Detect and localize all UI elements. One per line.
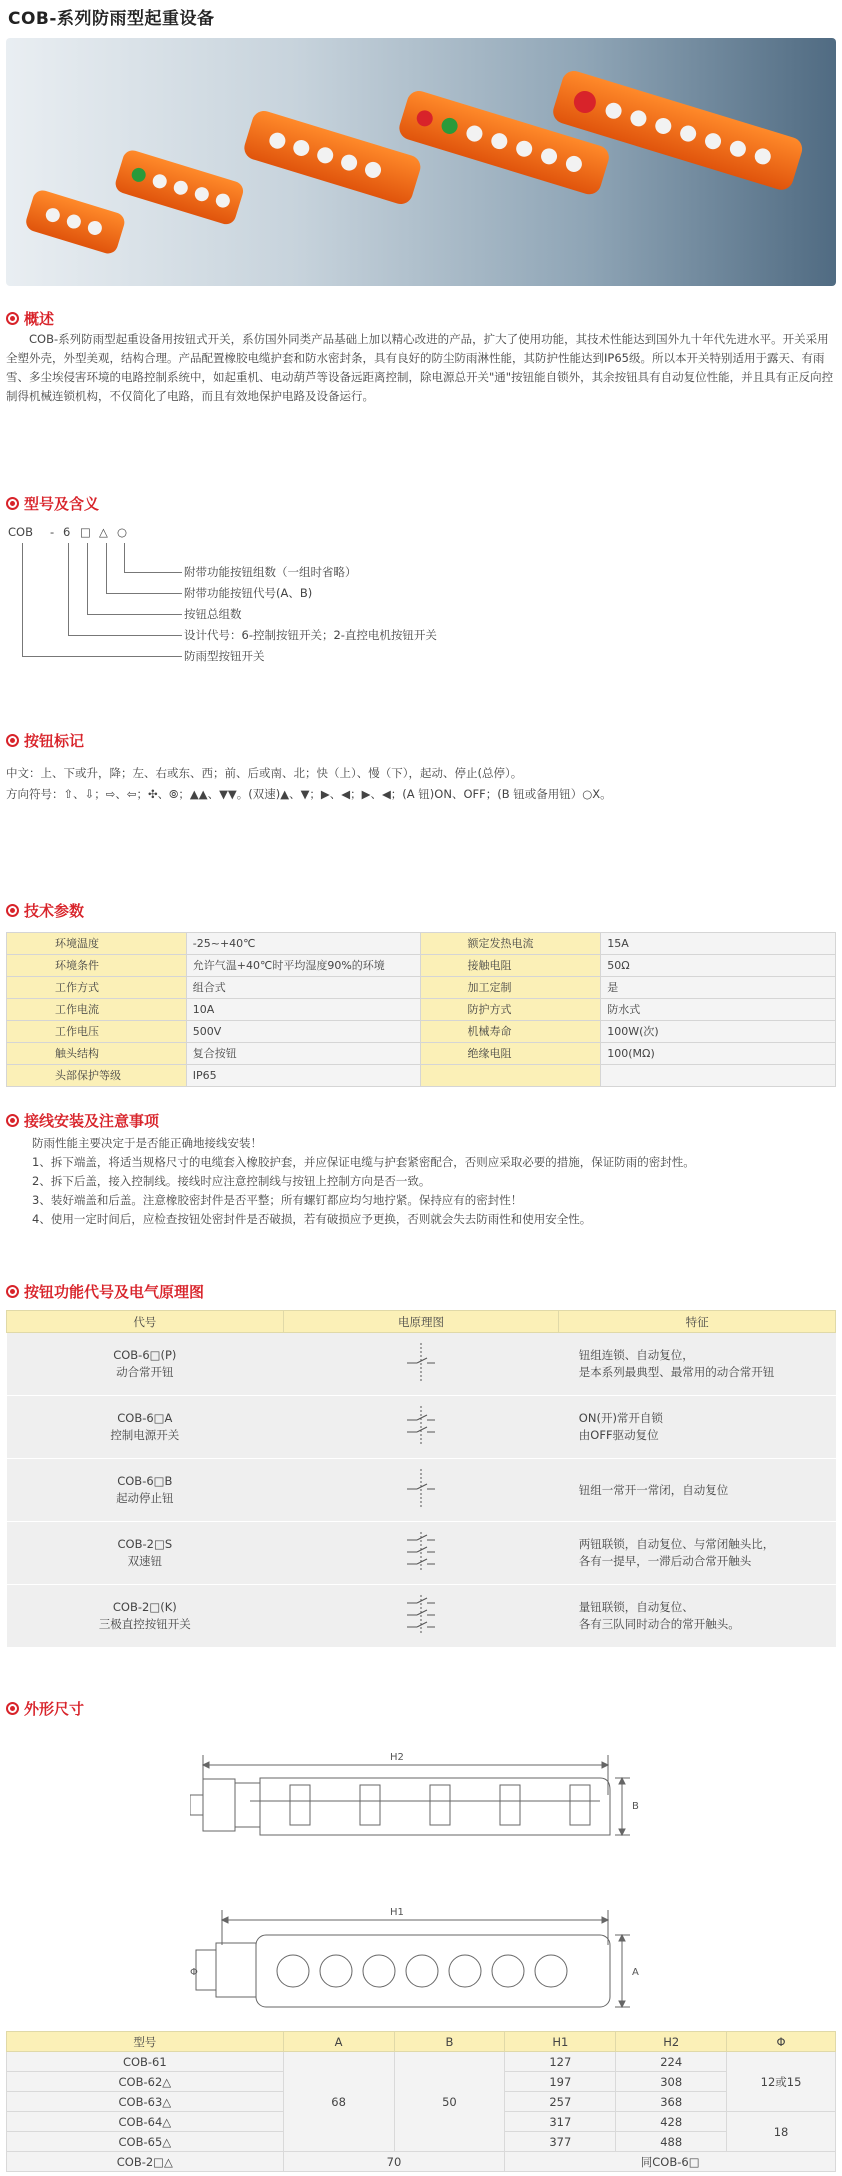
param-row bbox=[7, 933, 836, 955]
section-bullet-icon bbox=[6, 1285, 19, 1298]
param-label bbox=[421, 1065, 601, 1087]
params-table bbox=[6, 932, 836, 1087]
function-table bbox=[6, 1310, 836, 1648]
col-header: A bbox=[283, 2032, 394, 2052]
param-label: 环境温度 bbox=[7, 933, 187, 955]
function-name: 双速钮 bbox=[127, 1554, 163, 1568]
install-line: 4、使用一定时间后，应检查按钮处密封件是否破损，若有破损应予更换，否则就会失去防雨性和使用安全性。 bbox=[32, 1212, 592, 1226]
dim-label-h1: H1 bbox=[390, 1907, 404, 1918]
section-buttons: 按钮标记 bbox=[6, 730, 84, 751]
model-code-groups: ○ bbox=[117, 525, 128, 539]
param-label: 加工定制 bbox=[421, 977, 601, 999]
function-feature: 钮组一常开一常闭，自动复位 bbox=[578, 1482, 729, 1497]
function-name: 起动停止钮 bbox=[116, 1491, 174, 1505]
function-row bbox=[7, 1396, 836, 1459]
param-value: IP65 bbox=[186, 1065, 421, 1087]
param-value bbox=[601, 1065, 836, 1087]
section-bullet-icon bbox=[6, 497, 19, 510]
install-line: 3、装好端盖和后盖。注意橡胶密封件是否平整；所有螺钉都应均匀地拧紧。保持应有的密封性！ bbox=[32, 1193, 523, 1207]
function-feature: 是本系列最典型、最常用的动合常开钮 bbox=[578, 1365, 775, 1379]
param-label: 接触电阻 bbox=[421, 955, 601, 977]
dimension-table bbox=[6, 2031, 836, 2172]
install-line: 1、拆下端盖，将适当规格尺寸的电缆套入橡胶护套，并应保证电缆与护套紧密配合，否则应采取必要的措施，保证防雨的密封性。 bbox=[32, 1155, 695, 1169]
function-feature: 量钮联锁，自动复位、 bbox=[578, 1600, 694, 1614]
section-func: 按钮功能代号及电气原理图 bbox=[6, 1281, 204, 1302]
param-label: 环境条件 bbox=[7, 955, 187, 977]
param-row bbox=[7, 1065, 836, 1087]
schematic-icon bbox=[401, 1593, 441, 1637]
param-value: 15A bbox=[601, 933, 836, 955]
section-bullet-icon bbox=[6, 734, 19, 747]
section-overview: 概述 bbox=[6, 308, 54, 329]
button-marks-chinese: 中文：上、下或升，降；左、右或东、西；前、后或南、北；快（上）、慢（下），起动、停止(总停）。 bbox=[6, 766, 523, 780]
col-header: 代号 bbox=[7, 1311, 284, 1333]
model-line: 附带功能按钮代号(A、B) bbox=[184, 586, 313, 600]
table-row: COB-63△ 257 368 bbox=[7, 2092, 836, 2112]
pendant-controls-image bbox=[6, 38, 836, 286]
function-row bbox=[7, 1333, 836, 1396]
table-row: COB-61 68 50 127 224 12或15 bbox=[7, 2052, 836, 2072]
param-label: 绝缘电阻 bbox=[421, 1043, 601, 1065]
param-value: 10A bbox=[186, 999, 421, 1021]
param-label: 机械寿命 bbox=[421, 1021, 601, 1043]
table-row: COB-62△ 197 308 bbox=[7, 2072, 836, 2092]
schematic-icon bbox=[401, 1467, 441, 1511]
param-row bbox=[7, 955, 836, 977]
table-row: COB-65△ 377 488 bbox=[7, 2132, 836, 2152]
param-value: 组合式 bbox=[186, 977, 421, 999]
col-header: 型号 bbox=[7, 2032, 284, 2052]
section-install: 接线安装及注意事项 bbox=[6, 1110, 159, 1131]
col-header: H2 bbox=[616, 2032, 727, 2052]
function-code: COB-6□B bbox=[117, 1474, 173, 1488]
dim-label-b: B bbox=[632, 1801, 639, 1812]
param-value: 100(MΩ) bbox=[601, 1043, 836, 1065]
section-params: 技术参数 bbox=[6, 900, 84, 921]
function-feature: 各有三队同时动合的常开触头。 bbox=[578, 1617, 740, 1631]
model-code-design: 6 bbox=[63, 525, 71, 539]
model-line: 附带功能按钮组数（一组时省略） bbox=[184, 565, 357, 579]
model-code-letter: △ bbox=[99, 525, 108, 539]
dim-label-h2: H2 bbox=[390, 1752, 404, 1763]
param-value: 500V bbox=[186, 1021, 421, 1043]
function-feature: 钮组连锁、自动复位， bbox=[578, 1348, 694, 1362]
model-line: 设计代号：6-控制按钮开关；2-直控电机按钮开关 bbox=[184, 628, 437, 642]
function-code: COB-6□(P) bbox=[113, 1348, 177, 1362]
function-code: COB-2□S bbox=[117, 1537, 173, 1551]
outline-drawing bbox=[190, 1745, 660, 2035]
function-name: 动合常开钮 bbox=[116, 1365, 174, 1379]
schematic-icon bbox=[401, 1530, 441, 1574]
param-label: 触头结构 bbox=[7, 1043, 187, 1065]
product-banner-image bbox=[6, 38, 836, 286]
function-feature: 由OFF驱动复位 bbox=[578, 1428, 659, 1442]
install-notes bbox=[32, 1134, 695, 1229]
param-row bbox=[7, 999, 836, 1021]
table-row: COB-2□△ 70 同COB-6□ bbox=[7, 2152, 836, 2172]
param-label: 额定发热电流 bbox=[421, 933, 601, 955]
col-header: 电原理图 bbox=[283, 1311, 559, 1333]
function-row bbox=[7, 1459, 836, 1522]
model-line: 按钮总组数 bbox=[184, 607, 242, 621]
function-feature: ON(开)常开自锁 bbox=[578, 1411, 663, 1425]
section-dims: 外形尺寸 bbox=[6, 1698, 84, 1719]
model-code-dash: - bbox=[50, 525, 55, 539]
section-model: 型号及含义 bbox=[6, 493, 99, 514]
overview-text: COB-系列防雨型起重设备用按钮式开关，系仿国外同类产品基础上加以精心改进的产品，扩大了使用功能，其技术性能达到国外九十年代先进水平。开关采用全塑外壳，外型美观，结构合理。产品配置橡胶电缆护套和防水密封条，具有良好的防尘防雨淋性能，其防护性能达到IP65级。所以本开关特别适用于露天、有雨雪、多尘埃侵害环境的电路控制系统中，如起重机、电动葫芦等设备远距离控制，除电源总开关"通"按钮能自锁外，其余按钮具有自动复位性能，并且具有正反向控制得机械连锁机构，不仅简化了电路，而且有效地保护电路及设备运行。 bbox=[6, 332, 834, 403]
param-value: 防水式 bbox=[601, 999, 836, 1021]
param-label: 工作电压 bbox=[7, 1021, 187, 1043]
param-row bbox=[7, 1021, 836, 1043]
section-bullet-icon bbox=[6, 904, 19, 917]
param-row bbox=[7, 1043, 836, 1065]
param-value: 复合按钮 bbox=[186, 1043, 421, 1065]
col-header: B bbox=[394, 2032, 505, 2052]
function-row bbox=[7, 1522, 836, 1585]
function-feature: 各有一提早，一滞后动合常开触头 bbox=[578, 1554, 752, 1568]
dim-label-a: A bbox=[632, 1967, 639, 1978]
button-marks-symbols: 方向符号：⇧、⇩；⇨、⇦；✣、⦾；▲▲、▼▼。(双速)▲、▼；▶、◀；▶、◀；(A 钮)ON、OFF；(B 钮或备用钮）○X。 bbox=[6, 787, 612, 801]
install-line: 防雨性能主要决定于是否能正确地接线安装！ bbox=[32, 1136, 262, 1150]
param-label: 工作方式 bbox=[7, 977, 187, 999]
col-header: 特征 bbox=[559, 1311, 836, 1333]
schematic-icon bbox=[401, 1341, 441, 1385]
section-bullet-icon bbox=[6, 1702, 19, 1715]
dim-label-phi: Φ bbox=[190, 1967, 198, 1978]
param-value: 100W(次) bbox=[601, 1021, 836, 1043]
param-label: 工作电流 bbox=[7, 999, 187, 1021]
param-label: 防护方式 bbox=[421, 999, 601, 1021]
model-code-total: □ bbox=[80, 525, 91, 539]
col-header: Φ bbox=[727, 2032, 836, 2052]
function-name: 三极直控按钮开关 bbox=[98, 1617, 191, 1631]
function-feature: 两钮联锁，自动复位、与常闭触头比， bbox=[578, 1537, 775, 1551]
page-title: COB-系列防雨型起重设备 bbox=[8, 9, 215, 29]
function-code: COB-2□(K) bbox=[112, 1600, 177, 1614]
section-bullet-icon bbox=[6, 1114, 19, 1127]
model-code-prefix: COB bbox=[8, 525, 33, 539]
param-value: 是 bbox=[601, 977, 836, 999]
param-label: 头部保护等级 bbox=[7, 1065, 187, 1087]
table-row: COB-64△ 317 428 18 bbox=[7, 2112, 836, 2132]
param-value: -25~+40℃ bbox=[186, 933, 421, 955]
param-row bbox=[7, 977, 836, 999]
model-line: 防雨型按钮开关 bbox=[184, 649, 265, 663]
function-name: 控制电源开关 bbox=[110, 1428, 180, 1442]
install-line: 2、拆下后盖，接入控制线。接线时应注意控制线与按钮上控制方向是否一致。 bbox=[32, 1174, 431, 1188]
function-row bbox=[7, 1585, 836, 1648]
param-value: 允许气温+40℃时平均湿度90%的环境 bbox=[186, 955, 421, 977]
col-header: H1 bbox=[505, 2032, 616, 2052]
schematic-icon bbox=[401, 1404, 441, 1448]
section-bullet-icon bbox=[6, 312, 19, 325]
param-value: 50Ω bbox=[601, 955, 836, 977]
function-code: COB-6□A bbox=[117, 1411, 173, 1425]
